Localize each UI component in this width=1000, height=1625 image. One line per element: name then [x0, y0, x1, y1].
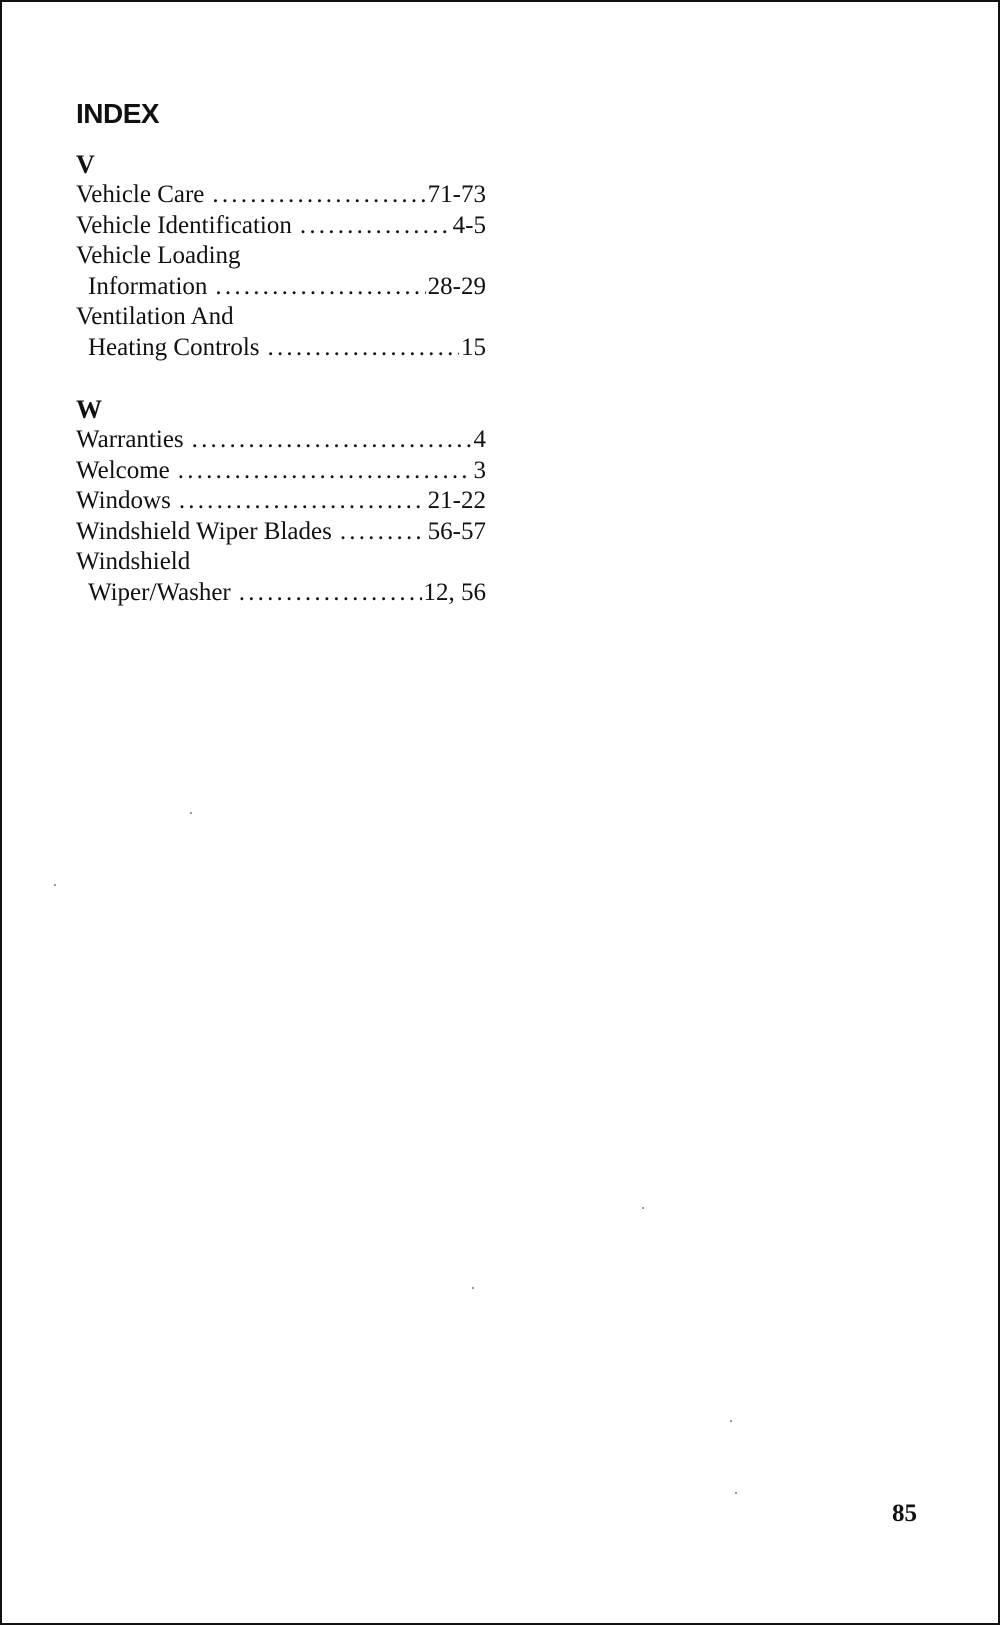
- section-letter: V: [76, 150, 95, 179]
- entry-pages: 15: [461, 333, 486, 361]
- entry-term: Vehicle Care: [76, 181, 205, 208]
- index-entry: [76, 578, 486, 609]
- entry-pages: 12, 56: [423, 578, 486, 606]
- entry-pages: 28-29: [427, 272, 486, 300]
- dot-leader: [300, 211, 451, 242]
- entry-term-line2: Information: [88, 272, 208, 300]
- entry-pages: 4-5: [452, 211, 486, 239]
- entry-pages: 71-73: [427, 181, 486, 208]
- dot-leader: [215, 272, 425, 303]
- entry-term: Windows: [76, 487, 171, 515]
- entry-term: Welcome: [76, 456, 170, 484]
- entry-term: Vehicle Identification: [76, 211, 292, 239]
- index-section-v: [76, 150, 486, 364]
- scan-speck: [730, 1420, 732, 1422]
- dot-leader: [178, 456, 472, 487]
- index-entry: [76, 180, 486, 211]
- page-number: 85: [892, 1500, 917, 1527]
- dot-leader: [212, 180, 425, 211]
- entry-pages: 3: [473, 456, 486, 484]
- entry-term-line1: Ventilation And: [76, 303, 234, 331]
- entry-term-line1: Windshield: [76, 548, 191, 576]
- index-heading: INDEX: [76, 98, 160, 129]
- scan-speck: [472, 1287, 474, 1289]
- dot-leader: [268, 333, 459, 364]
- entry-pages: 21-22: [427, 487, 486, 515]
- index-entry: [76, 486, 486, 517]
- entry-term: Warranties: [76, 426, 184, 453]
- entry-term: Windshield Wiper Blades: [76, 517, 332, 545]
- entry-term-line2: Heating Controls: [88, 333, 260, 361]
- dot-leader: [239, 578, 422, 609]
- scan-speck: [642, 1207, 644, 1209]
- dot-leader: [340, 517, 426, 548]
- scan-speck: [190, 812, 192, 814]
- dot-leader: [192, 425, 472, 456]
- entry-term-line2: Wiper/Washer: [88, 578, 231, 606]
- entry-term-line1: Vehicle Loading: [76, 242, 241, 270]
- index-section-w: [76, 395, 486, 609]
- dot-leader: [179, 486, 426, 517]
- index-entry: [76, 272, 486, 303]
- index-entry: [76, 517, 486, 548]
- index-entry: [76, 333, 486, 364]
- index-entry: [76, 211, 486, 242]
- entry-pages: 56-57: [427, 517, 486, 545]
- section-letter: W: [76, 395, 102, 424]
- index-entry: [76, 456, 486, 487]
- scan-speck: [735, 1492, 737, 1494]
- index-entry: [76, 425, 486, 456]
- entry-pages: 4: [473, 426, 486, 453]
- scan-speck: [54, 884, 56, 886]
